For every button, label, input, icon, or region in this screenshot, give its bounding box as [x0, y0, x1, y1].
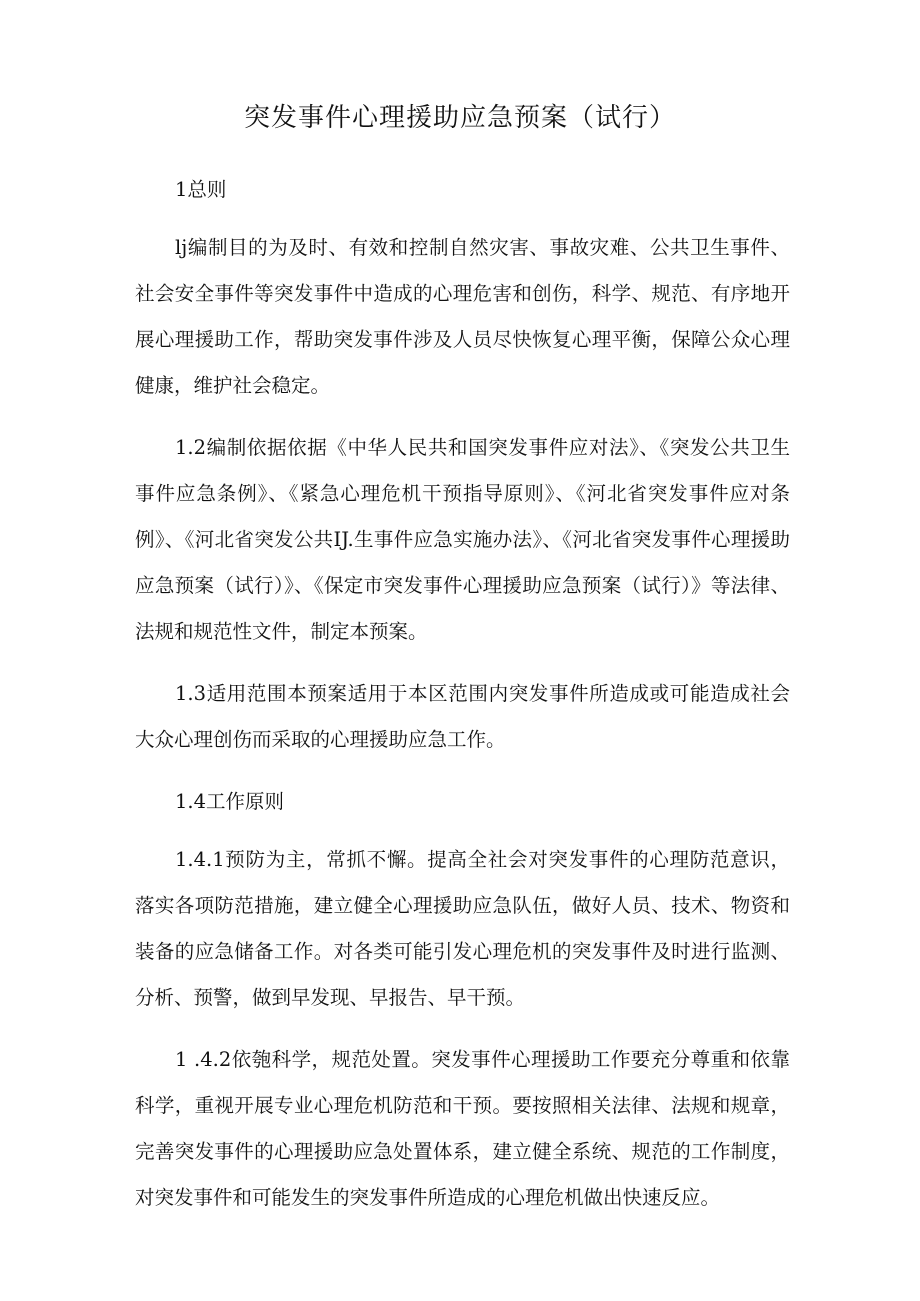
paragraph-principle-science: 1 .4.2依匏科学，规范处置。突发事件心理援助工作要充分尊重和依靠科学，重视开展专业心理危机防范和干预。要按照相关法律、法规和规章，完善突发事件的心理援助应急处置体系，建立健全系统、规范的工作制度，对突发事件和可能发生的突发事件所造成的心理危机做出快速反应。 [135, 1048, 790, 1209]
paragraph-principle-prevention: 1.4.1预防为主，常抓不懈。提高全社会对突发事件的心理防范意识，落实各项防范措施，建立健全心理援助应急队伍，做好人员、技术、物资和装备的应急储备工作。对各类可能引发心理危机的突发事件及时进行监测、分析、预警，做到早发现、早报告、早干预。 [135, 848, 790, 1009]
paragraph-purpose: lj编制目的为及时、有效和控制自然灾害、事故灾难、公共卫生事件、社会安全事件等突发事件中造成的心理危害和创伤，科学、规范、有序地开展心理援助工作，帮助突发事件涉及人员尽快恢复心理平衡，保障公众心理健康，维护社会稳定。 [135, 236, 790, 397]
document-title: 突发事件心理援助应急预案（试行） [243, 103, 676, 133]
paragraph-scope: 1.3适用范围本预案适用于本区范围内突发事件所造成或可能造成社会大众心理创伤而采取的心理援助应急工作。 [135, 682, 790, 751]
document-body [135, 167, 790, 1237]
paragraph-basis: 1.2编制依据依据《中华人民共和国突发事件应对法》、《突发公共卫生事件应急条例》、《紧急心理危机干预指导原则》、《河北省突发事件应对条例》、《河北省突发公共IJ.生事件应急实施办法》、《河北省突发事件心理援助应急预案（试行）》、《保定市突发事件心理援助应急预案（试行）》等法律、法规和规范性文件，制定本预案。 [135, 436, 790, 643]
section-heading-general: 1总则 [175, 178, 227, 201]
section-heading-principles: 1.4工作原则 [175, 790, 285, 813]
